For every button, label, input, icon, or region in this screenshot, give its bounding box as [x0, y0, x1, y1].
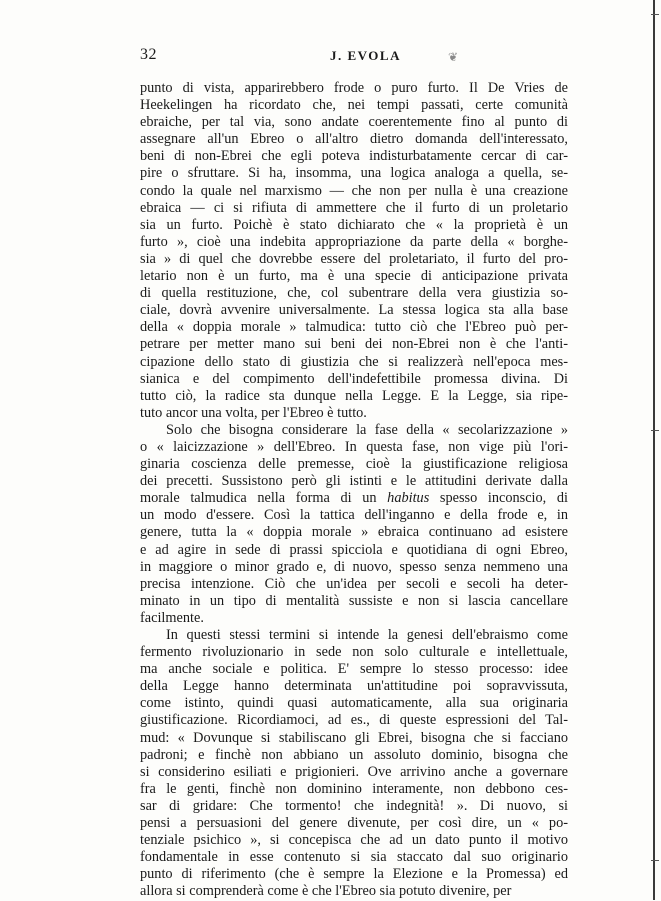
text-line: petrare per metter mano sui beni dei non-Ebrei non è che l'anti-	[140, 336, 568, 353]
text-line: della Legge hanno determinata un'attitudine poi sopravvissuta,	[140, 678, 568, 695]
text-line: in maggiore o minor grado e, di nuovo, spesso senza nemmeno una	[140, 558, 568, 575]
text-line: punto di vista, apparirebbero frode o puro furto. Il De Vries de	[140, 80, 568, 96]
text-line: assegnare all'un Ebreo o all'altro dietro domanda dell'interessato,	[140, 131, 568, 148]
text-line: beni di non-Ebrei che egli poteva indisturbatamente cercar di car-	[140, 148, 568, 165]
edge-tick	[651, 860, 659, 861]
text-line: fermento rivoluzionario in sede non solo culturale e intellettuale,	[140, 644, 568, 661]
page-edge	[653, 0, 655, 900]
page-number: 32	[140, 46, 157, 63]
text-line: o « laicizzazione » dell'Ebreo. In questa fase, non vige più l'ori-	[140, 438, 568, 455]
body-text	[140, 80, 568, 901]
paragraph	[140, 422, 568, 627]
text-line: minato in un tipo di mentalità sussiste e non si lascia cancellare	[140, 592, 568, 609]
paragraph	[140, 627, 568, 901]
italic-term: habitus	[387, 490, 430, 507]
text-line: ma anche sociale e politica. E' sempre lo stesso processo: idee	[140, 661, 568, 678]
text-line: ciale, dovrà avvenire universalmente. La stessa logica sta alla base	[140, 302, 568, 319]
text-line: sianica e del compimento dell'indefettibile promessa divina. Di	[140, 370, 568, 387]
edge-tick	[651, 430, 659, 431]
text-line: fondamentale in esse contenuto si sia staccato dal suo originario	[140, 849, 568, 866]
header-title: J. EVOLA	[330, 48, 401, 63]
header-smudge: ❦	[448, 50, 459, 64]
text-line: ginaria coscienza delle premesse, cioè la giustificazione religiosa	[140, 456, 568, 473]
text-line: sia » di quel che dovrebbe essere del proletariato, il furto del pro-	[140, 250, 568, 267]
paragraph	[140, 80, 568, 422]
text-line: come istinto, quindi quasi automaticamente, alla sua originaria	[140, 695, 568, 712]
text-line: si considerino esiliati e prigionieri. Ove arrivino anche a governare	[140, 763, 568, 780]
text-line: facilmente.	[140, 609, 204, 626]
text-line: condo la quale nel marxismo — che non per nulla è una creazione	[140, 182, 568, 199]
running-head	[140, 46, 564, 66]
text-line: letario non è un furto, ma è una specie di anticipazione privata	[140, 268, 568, 285]
text-line: tuto ancor una volta, per l'Ebreo è tutto.	[140, 404, 367, 421]
text-line: precisa intenzione. Ciò che un'idea per secoli e secoli ha deter-	[140, 575, 568, 592]
text-line: Heekelingen ha ricordato che, nei tempi passati, certe comunità	[140, 97, 568, 114]
text-line: padroni; e finchè non abbiano un assoluto dominio, bisogna che	[140, 746, 568, 763]
text-line: tutto ciò, la radice sta dunque nella Legge. E la Legge, sia ripe-	[140, 387, 568, 404]
text-line: genere, tutta la « doppia morale » ebraica continuano ad esistere	[140, 524, 568, 541]
text-line: di quella restituzione, che, col subentrare della vera giustizia so-	[140, 285, 568, 302]
text-line: Solo che bisogna considerare la fase della « secolarizzazione »	[166, 421, 568, 438]
text-line: fra le genti, finchè non dominino interamente, non debbono ces-	[140, 780, 568, 797]
text-line: giustificazione. Ricordiamoci, ad es., di queste espressioni del Tal-	[140, 712, 568, 729]
text-line: tenziale psichico », si concepisca che ad un dato punto il motivo	[140, 832, 568, 849]
text-line: dei precetti. Sussistono però gli istinti e le attitudini derivate dalla	[140, 473, 568, 490]
text-line: pensi a persuasioni del genere divenute, per così dire, un « po-	[140, 815, 568, 832]
text-line: mud: « Dovunque si stabiliscano gli Ebrei, bisogna che si facciano	[140, 729, 568, 746]
text-line: In questi stessi termini si intende la genesi dell'ebraismo come	[166, 627, 568, 643]
text-line: e ad agire in sede di prassi spicciola e quotidiana di ogni Ebreo,	[140, 541, 568, 558]
text-line: della « doppia morale » talmudica: tutto ciò che l'Ebreo può per-	[140, 319, 568, 336]
text-line: pire o sfruttare. Si ha, insomma, una logica analoga a quella, se-	[140, 165, 568, 182]
text-line: sar di gridare: Che tormento! che indegnità! ». Di nuovo, si	[140, 797, 568, 814]
text-line: morale talmudica nella forma di un habitus spesso inconscio, di	[140, 490, 568, 507]
text-line: ebraica — ci si rifiuta di ammettere che il furto di un proletario	[140, 199, 568, 216]
text-line: punto di riferimento (che è sempre la Elezione e la Promessa) ed	[140, 866, 568, 883]
text-line: un modo d'essere. Così la tattica dell'inganno e della frode e, in	[140, 507, 568, 524]
text-line: sia un furto. Poichè è stato dichiarato che « la proprietà è un	[140, 216, 568, 233]
text-line: cipazione dello stato di giustizia che si realizzerà nell'epoca mes-	[140, 353, 568, 370]
text-line: ebraiche, per tal via, sono andate coerentemente fino al punto di	[140, 114, 568, 131]
edge-tick	[651, 14, 659, 15]
text-line: allora si comprenderà come è che l'Ebreo sia potuto divenire, per	[140, 883, 512, 900]
text-line: furto », cioè una indebita appropriazione da parte della « borghe-	[140, 233, 568, 250]
